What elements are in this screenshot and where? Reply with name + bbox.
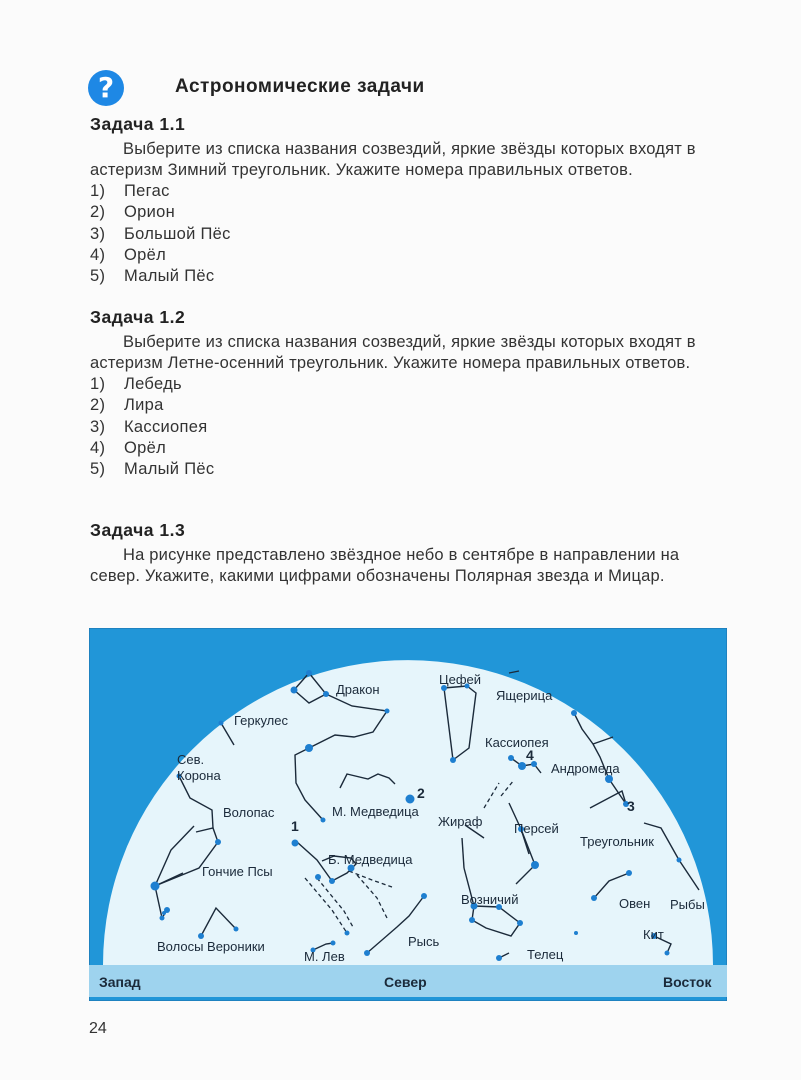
label-cepheus: Цефей [439, 672, 482, 687]
task-1-1 [90, 114, 730, 287]
star [508, 755, 514, 761]
star [626, 870, 632, 876]
direction-west: Запад [99, 974, 141, 990]
star [305, 744, 313, 752]
task-1-3 [90, 520, 730, 587]
label-triangulum: Треугольник [580, 834, 654, 849]
page-number: 24 [89, 1020, 107, 1037]
label-leo-minor: М. Лев [304, 949, 345, 964]
section-title: Астрономические задачи [175, 76, 425, 97]
star [215, 839, 221, 845]
answer-option: 2) Орион [90, 203, 176, 222]
star [496, 955, 502, 961]
direction-east: Восток [663, 974, 712, 990]
answer-option: 4) Орёл [90, 245, 167, 264]
star [345, 931, 350, 936]
task-text: Выберите из списка названия созвездий, яркие звёзды которых входят в астеризм Зимний треугольник. Укажите номера правильных ответов. [90, 140, 696, 179]
star [364, 950, 370, 956]
answer-option: 5) Малый Пёс [90, 460, 215, 479]
label-lynx: Рысь [408, 934, 440, 949]
marker-4: 4 [526, 747, 534, 763]
label-lacerta: Ящерица [496, 688, 553, 703]
star [531, 861, 539, 869]
task-text: Выберите из списка названия созвездий, яркие звёзды которых входят в астеризм Летне-осенний треугольник. Укажите номера правильных ответов. [90, 333, 696, 372]
star [450, 757, 456, 763]
label-draco: Дракон [336, 682, 380, 697]
label-corona-1: Сев. [177, 752, 205, 767]
marker-1: 1 [291, 818, 299, 834]
label-corona-2: Корона [177, 768, 221, 783]
star [160, 916, 165, 921]
star [605, 775, 613, 783]
marker-3: 3 [627, 798, 635, 814]
star-marker-2 [406, 795, 415, 804]
label-cassiopeia: Кассиопея [485, 735, 549, 750]
label-bootes: Волопас [223, 805, 275, 820]
label-ursa-major: Б. Медведица [328, 852, 413, 867]
star [677, 858, 682, 863]
star [518, 762, 526, 770]
answer-option: 4) Орёл [90, 438, 167, 457]
star [665, 951, 670, 956]
star [591, 895, 597, 901]
question-icon: ? [88, 70, 124, 106]
answer-option: 3) Большой Пёс [90, 224, 231, 243]
star [219, 721, 224, 726]
label-cetus: Кит [643, 927, 664, 942]
answer-option: 5) Малый Пёс [90, 267, 215, 286]
star [517, 920, 523, 926]
label-andromeda: Андромеда [551, 761, 620, 776]
star [421, 893, 427, 899]
label-perseus: Персей [514, 821, 559, 836]
star [571, 710, 577, 716]
marker-2: 2 [417, 785, 425, 801]
answer-options [90, 374, 730, 480]
label-coma: Волосы Вероники [157, 939, 265, 954]
task-text: На рисунке представлено звёздное небо в сентябре в направлении на север. Укажите, какими цифрами обозначены Полярная звезда и Мицар. [90, 546, 680, 585]
task-title: Задача 1.2 [90, 307, 186, 327]
star [234, 927, 239, 932]
star-map-figure [89, 628, 727, 1001]
star [331, 941, 336, 946]
direction-north: Север [384, 974, 427, 990]
task-title: Задача 1.1 [90, 114, 186, 134]
star-map [89, 628, 727, 1001]
label-canes: Гончие Псы [202, 864, 273, 879]
star [385, 709, 390, 714]
task-1-2 [90, 307, 730, 480]
answer-option: 3) Кассиопея [90, 417, 208, 436]
star [574, 931, 578, 935]
star [315, 874, 321, 880]
label-camelopardalis: Жираф [438, 814, 483, 829]
answer-option: 1) Пегас [90, 182, 170, 200]
star [329, 878, 335, 884]
star [162, 911, 166, 915]
star [291, 687, 298, 694]
star [469, 917, 475, 923]
star [306, 670, 312, 676]
star [151, 882, 160, 891]
star [321, 818, 326, 823]
label-auriga: Возничий [461, 892, 519, 907]
label-hercules: Геркулес [234, 713, 288, 728]
label-taurus: Телец [527, 947, 564, 962]
label-pisces: Рыбы [670, 897, 705, 912]
star [292, 840, 299, 847]
answer-options [90, 181, 730, 287]
label-aries: Овен [619, 896, 651, 911]
star [323, 691, 329, 697]
answer-option: 1) Лебедь [90, 375, 182, 393]
task-title: Задача 1.3 [90, 520, 186, 540]
answer-option: 2) Лира [90, 396, 164, 415]
label-ursa-minor: М. Медведица [332, 804, 419, 819]
